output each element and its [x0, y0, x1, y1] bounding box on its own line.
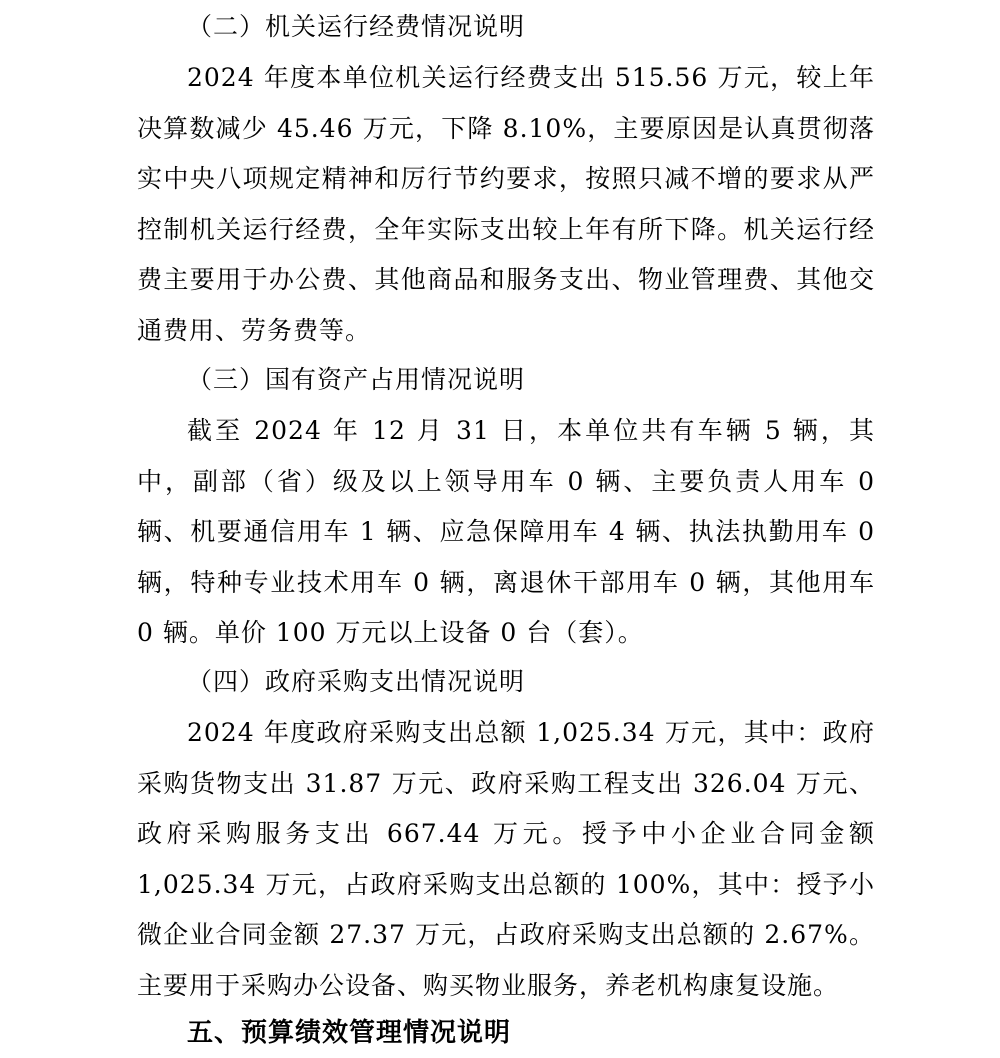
- paragraph-government-procurement: 2024 年度政府采购支出总额 1,025.34 万元，其中：政府采购货物支出 31.87 万元、政府采购工程支出 326.04 万元、政府采购服务支出 667.44 万元。授予中小企业合同金额 1,025.34 万元，占政府采购支出总额的 100%，其中：授予小微企业合同金额 27.37 万元，占政府采购支出总额的 2.67%。主要用于采购办公设备、购买物业服务，养老机构康复设施。: [137, 718, 875, 1000]
- section-heading-government-procurement: （四）政府采购支出情况说明: [187, 667, 526, 696]
- paragraph-operating-costs: 2024 年度本单位机关运行经费支出 515.56 万元，较上年决算数减少 45.46 万元，下降 8.10%，主要原因是认真贯彻落实中央八项规定精神和厉行节约要求，按照只减不增的要求从严控制机关运行经费，全年实际支出较上年有所下降。机关运行经费主要用于办公费、其他商品和服务支出、物业管理费、其他交通费用、劳务费等。: [137, 63, 875, 345]
- section-heading-operating-costs: （二）机关运行经费情况说明: [187, 12, 526, 41]
- chapter-heading-performance-management: 五、预算绩效管理情况说明: [187, 1018, 512, 1048]
- paragraph-state-assets: 截至 2024 年 12 月 31 日，本单位共有车辆 5 辆，其中，副部（省）级及以上领导用车 0 辆、主要负责人用车 0 辆、机要通信用车 1 辆、应急保障用车 4 辆、执法执勤用车 0 辆，特种专业技术用车 0 辆，离退休干部用车 0 辆，其他用车 0 辆。单价 100 万元以上设备 0 台（套）。: [137, 416, 875, 647]
- section-heading-state-assets: （三）国有资产占用情况说明: [187, 365, 526, 394]
